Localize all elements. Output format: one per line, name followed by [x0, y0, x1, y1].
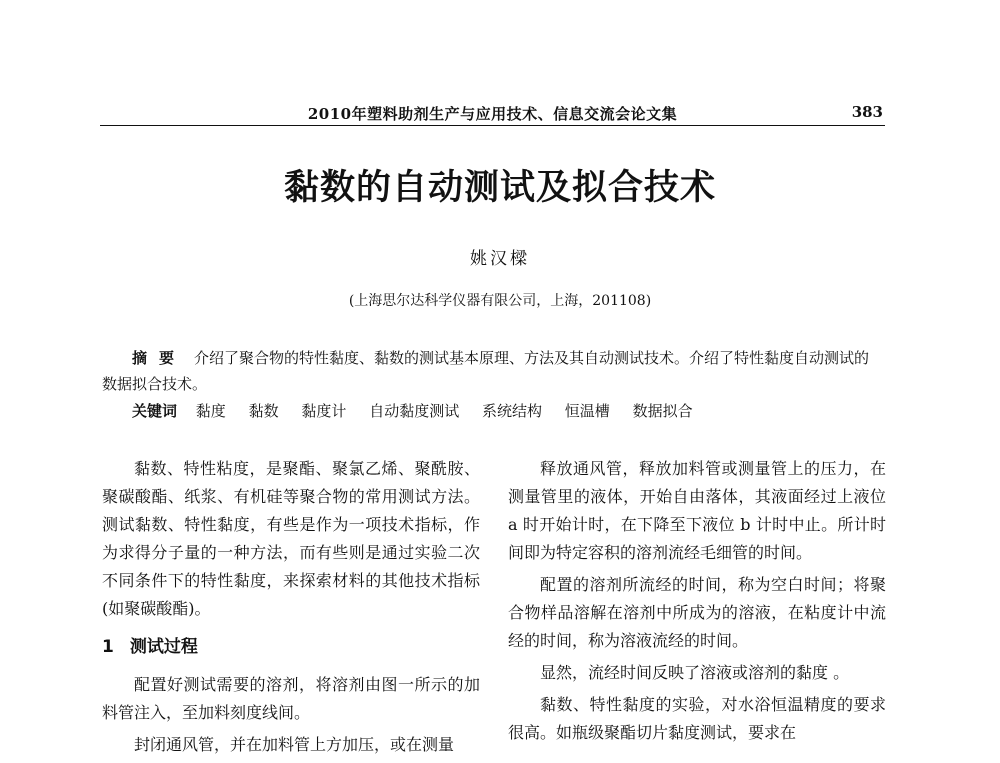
- paper-title: 黏数的自动测试及拟合技术: [283, 167, 716, 208]
- body-paragraph: 配置的溶剂所流经的时间，称为空白时间；将聚合物样品溶解在溶剂中所成为的溶液，在粘度计中流经的时间，称为溶液流经的时间。: [508, 575, 886, 650]
- body-paragraph: 封闭通风管，并在加料管上方加压，或在测量: [134, 735, 455, 754]
- keyword: 黏度: [195, 402, 226, 420]
- body-paragraph: 显然，流经时间反映了溶液或溶剂的黏度 。: [540, 663, 850, 682]
- keywords: [132, 400, 892, 421]
- keyword: 黏数: [248, 402, 279, 420]
- journal-title: 2010年塑料助剂生产与应用技术、信息交流会论文集: [307, 105, 678, 123]
- section-title: 测试过程: [129, 637, 198, 657]
- body-paragraph: 释放通风管，释放加料管或测量管上的压力，在测量管里的液体，开始自由落体，其液面经过上液位 a 时开始计时，在下降至下液位 b 计时中止。所计时间即为特定容积的溶剂流经毛细管的时间。: [508, 459, 886, 562]
- body-paragraph: 黏数、特性粘度，是聚酯、聚氯乙烯、聚酰胺、聚碳酸酯、纸浆、有机硅等聚合物的常用测试方法。测试黏数、特性黏度，有些是作为一项技术指标，作为求得分子量的一种方法，而有些则是通过实验二次不同条件下的特性黏度，来探索材料的其他技术指标(如聚碳酸酯)。: [102, 459, 480, 618]
- keyword: 黏度计: [301, 402, 347, 420]
- body-paragraph: 配置好测试需要的溶剂，将溶剂由图一所示的加料管注入，至加料刻度线间。: [102, 675, 480, 722]
- affiliation: (上海思尔达科学仪器有限公司，上海，201108): [348, 293, 652, 309]
- author: 姚汉樑: [470, 249, 530, 269]
- abstract: [102, 345, 882, 397]
- running-header: [100, 101, 885, 126]
- page-number: 383: [851, 103, 883, 121]
- left-column: [102, 455, 480, 763]
- right-column: [508, 455, 886, 751]
- body-paragraph: 黏数、特性黏度的实验，对水浴恒温精度的要求很高。如瓶级聚酯切片黏度测试，要求在: [508, 695, 886, 742]
- abstract-text: 介绍了聚合物的特性黏度、黏数的测试基本原理、方法及其自动测试技术。介绍了特性黏度自动测试的数据拟合技术。: [102, 349, 870, 393]
- keyword: 恒温槽: [564, 402, 610, 420]
- keyword: 数据拟合: [632, 402, 693, 420]
- section-number: 1: [102, 637, 114, 657]
- keyword: 系统结构: [481, 402, 542, 420]
- abstract-label: 摘要: [132, 349, 187, 367]
- section-heading: [102, 633, 480, 661]
- keyword: 自动黏度测试: [369, 402, 460, 420]
- keywords-label: 关键词: [132, 402, 178, 420]
